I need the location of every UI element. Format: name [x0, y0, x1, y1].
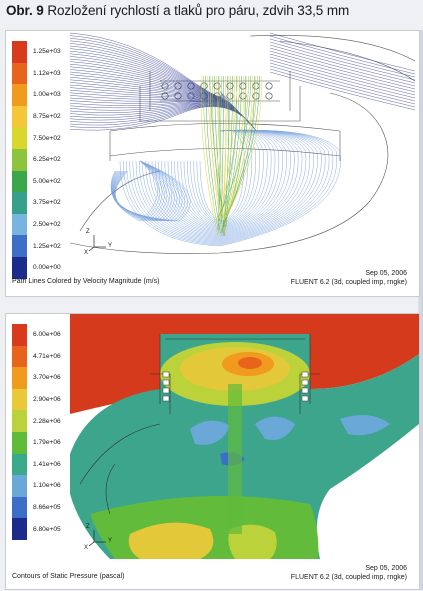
velocity-legend-label: 5.00e+02	[33, 177, 61, 185]
pressure-legend-swatch	[12, 389, 27, 411]
axis-x-label: X	[84, 250, 89, 256]
pressure-legend-label: 1.10e+06	[33, 482, 61, 490]
pathlines-visualization	[70, 31, 419, 263]
pressure-legend-label: 6.00e+06	[33, 331, 61, 339]
pressure-contour-visualization	[70, 314, 419, 559]
figure-title	[6, 3, 418, 25]
velocity-legend-swatch	[12, 63, 27, 85]
pressure-legend-label: 3.70e+06	[33, 374, 61, 382]
pressure-legend-row	[12, 475, 68, 497]
axis-z-label: Z	[86, 524, 90, 530]
velocity-legend-label: 7.50e+02	[33, 134, 61, 142]
pressure-legend-label: 8.66e+05	[33, 504, 61, 512]
axis-y-label: Y	[108, 243, 113, 249]
velocity-legend-row	[12, 171, 68, 193]
velocity-legend-row	[12, 192, 68, 214]
pressure-legend-label: 2.28e+06	[33, 417, 61, 425]
pressure-legend-label: 1.41e+06	[33, 460, 61, 468]
pressure-legend-swatch	[12, 324, 27, 346]
pressure-legend-row	[12, 497, 68, 519]
velocity-pathlines-panel	[5, 30, 420, 297]
pressure-legend-swatch	[12, 497, 27, 519]
axes-triad	[84, 231, 124, 261]
velocity-legend-label: 3.75e+02	[33, 199, 61, 207]
pressure-contours-panel	[5, 313, 420, 590]
velocity-legend-swatch	[12, 127, 27, 149]
velocity-legend-row	[12, 41, 68, 63]
figure-title-text: Rozložení rychlostí a tlaků pro páru, zdvih 33,5 mm	[47, 3, 350, 18]
pressure-legend-row	[12, 518, 68, 540]
pressure-legend-label: 6.80e+05	[33, 525, 61, 533]
velocity-legend-row	[12, 149, 68, 171]
velocity-legend-row	[12, 127, 68, 149]
velocity-legend-label: 1.25e+03	[33, 48, 61, 56]
pressure-legend-label: 2.90e+06	[33, 396, 61, 404]
pressure-legend-label: 1.79e+06	[33, 439, 61, 447]
pressure-legend-row	[12, 324, 68, 346]
pressure-legend-row	[12, 454, 68, 476]
pressure-legend-swatch	[12, 432, 27, 454]
pressure-legend-row	[12, 410, 68, 432]
velocity-legend-row	[12, 257, 68, 279]
velocity-legend-row	[12, 63, 68, 85]
velocity-legend-label: 1.25e+02	[33, 242, 61, 250]
pressure-solver: FLUENT 6.2 (3d, coupled imp, rngke)	[290, 574, 407, 581]
velocity-legend-label: 6.25e+02	[33, 156, 61, 164]
pressure-legend-row	[12, 367, 68, 389]
velocity-legend-swatch	[12, 192, 27, 214]
velocity-legend-swatch	[12, 41, 27, 63]
velocity-legend-label: 1.12e+03	[33, 69, 61, 77]
velocity-legend-row	[12, 235, 68, 257]
velocity-meta	[291, 269, 407, 287]
velocity-legend-label: 2.50e+02	[33, 221, 61, 229]
pressure-legend-swatch	[12, 475, 27, 497]
pressure-legend	[12, 324, 68, 540]
velocity-legend-swatch	[12, 149, 27, 171]
pressure-legend-swatch	[12, 454, 27, 476]
velocity-legend-label: 8.75e+02	[33, 113, 61, 121]
velocity-legend-label: 0.00e+00	[33, 264, 61, 272]
velocity-caption: Path Lines Colored by Velocity Magnitude (m/s)	[12, 278, 160, 285]
velocity-legend-swatch	[12, 171, 27, 193]
axis-x-label: X	[84, 545, 89, 551]
velocity-date: Sep 05, 2006	[365, 270, 407, 277]
pressure-legend-swatch	[12, 518, 27, 540]
velocity-legend-swatch	[12, 235, 27, 257]
pressure-legend-swatch	[12, 367, 27, 389]
velocity-legend-swatch	[12, 257, 27, 279]
pressure-date: Sep 05, 2006	[365, 565, 407, 572]
velocity-legend-row	[12, 106, 68, 128]
velocity-legend-swatch	[12, 106, 27, 128]
pressure-legend-row	[12, 389, 68, 411]
velocity-legend-label: 1.00e+03	[33, 91, 61, 99]
pressure-caption: Contours of Static Pressure (pascal)	[12, 573, 125, 580]
velocity-legend-row	[12, 214, 68, 236]
figure-label: Obr. 9	[6, 3, 44, 18]
velocity-legend-row	[12, 84, 68, 106]
axis-y-label: Y	[108, 538, 113, 544]
velocity-legend-swatch	[12, 84, 27, 106]
pressure-legend-swatch	[12, 410, 27, 432]
axis-z-label: Z	[86, 229, 90, 235]
pressure-legend-row	[12, 432, 68, 454]
velocity-legend	[12, 41, 68, 279]
pressure-legend-swatch	[12, 346, 27, 368]
axes-triad-bottom	[84, 526, 124, 556]
velocity-solver: FLUENT 6.2 (3d, coupled imp, rngke)	[290, 279, 407, 286]
velocity-legend-swatch	[12, 214, 27, 236]
pressure-meta	[291, 564, 407, 582]
pressure-legend-row	[12, 346, 68, 368]
pressure-legend-label: 4.71e+06	[33, 352, 61, 360]
